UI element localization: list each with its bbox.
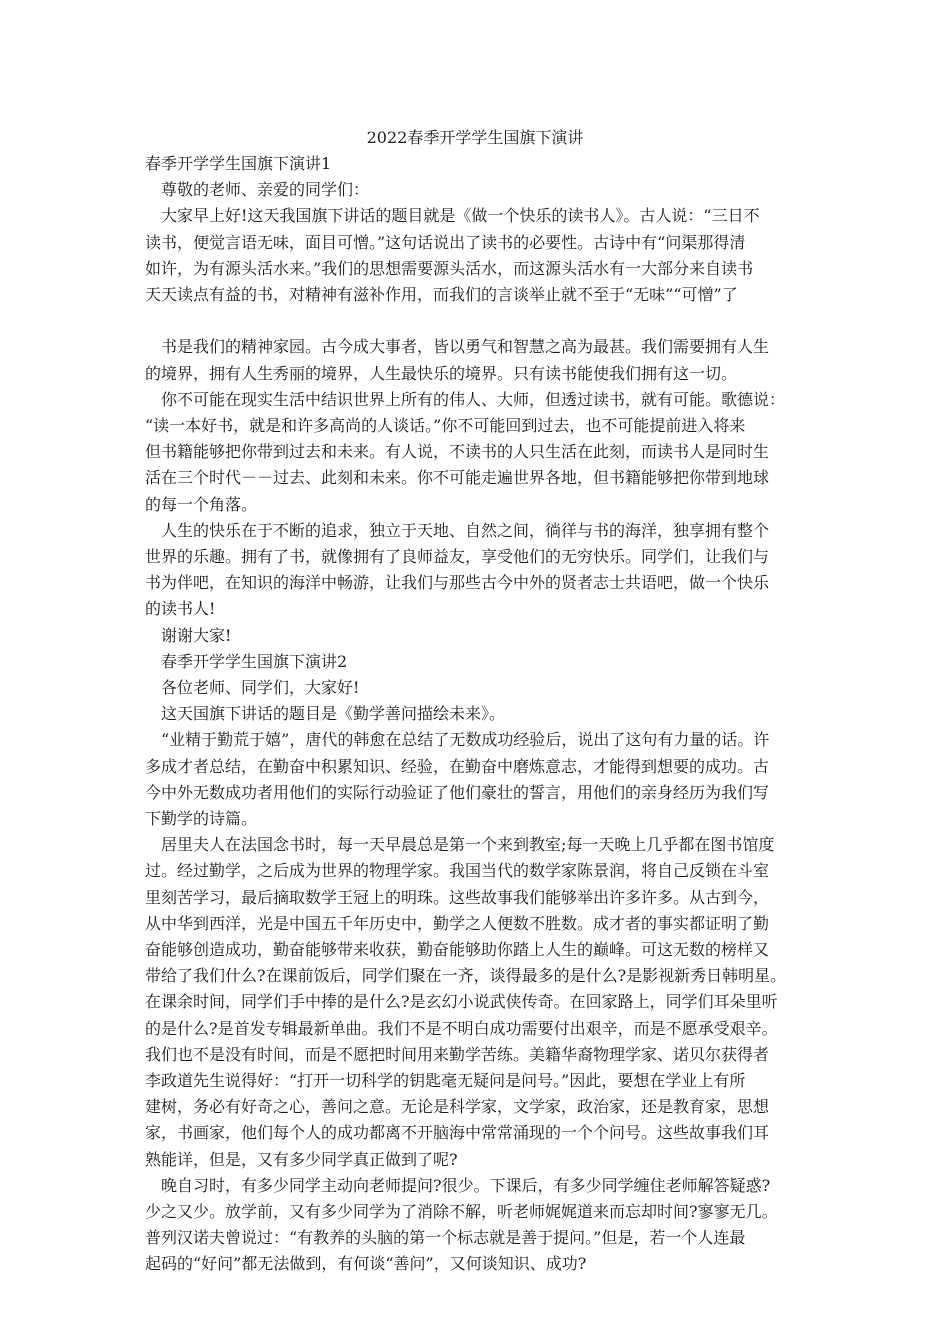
paragraph-line: 建树，务必有好奇之心，善问之意。无论是科学家，文学家，政治家，还是教育家，思想 xyxy=(145,1097,770,1117)
paragraph-line: 书是我们的精神家园。古今成大事者，皆以勇气和智慧之高为最甚。我们需要拥有人生 xyxy=(145,337,770,357)
paragraph-line: 从中华到西洋，光是中国五千年历史中，勤学之人便数不胜数。成才者的事实都证明了勤 xyxy=(145,913,770,933)
paragraph-line: 奋能够创造成功，勤奋能够带来收获，勤奋能够助你踏上人生的巅峰。可这无数的榜样又 xyxy=(145,940,770,959)
paragraph-line: 今中外无数成功者用他们的实际行动验证了他们豪壮的誓言，用他们的亲身经历为我们写 xyxy=(145,782,770,802)
paragraph-line: 尊敬的老师、亲爱的同学们： xyxy=(145,180,370,200)
paragraph-line: 在课余时间，同学们手中捧的是什么?是玄幻小说武侠传奇。在回家路上，同学们耳朵里听 xyxy=(145,992,778,1012)
paragraph-line: 大家早上好!这天我国旗下讲话的题目就是《做一个快乐的读书人》。古人说：“三日不 xyxy=(145,206,760,226)
paragraph-line: “业精于勤荒于嬉”，唐代的韩愈在总结了无数成功经验后，说出了这句有力量的话。许 xyxy=(145,730,770,750)
paragraph-line: 多成才者总结，在勤奋中积累知识、经验，在勤奋中磨炼意志，才能得到想要的成功。古 xyxy=(145,756,770,776)
paragraph-line: 世界的乐趣。拥有了书，就像拥有了良师益友，享受他们的无穷快乐。同学们，让我们与 xyxy=(145,547,770,566)
paragraph-line: 普列汉诺夫曾说过：“有教养的头脑的第一个标志就是善于提问。”但是，若一个人连最 xyxy=(145,1228,746,1248)
document-title: 2022春季开学学生国旗下演讲 xyxy=(366,128,584,147)
paragraph-line: 你不可能在现实生活中结识世界上所有的伟人、大师，但透过读书，就有可能。歌德说： xyxy=(145,389,786,409)
paragraph-line: 我们也不是没有时间，而是不愿把时间用来勤学苦练。美籍华裔物理学家、诺贝尔获得者 xyxy=(145,1044,770,1064)
paragraph-line: 读书，便觉言语无味，面目可憎。”这句话说出了读书的必要性。古诗中有“问渠那得清 xyxy=(145,232,746,252)
paragraph-line: 过。经过勤学，之后成为世界的物理学家。我国当代的数学家陈景润，将自己反锁在斗室 xyxy=(145,861,770,881)
paragraph-line: 的读书人! xyxy=(145,599,216,619)
paragraph-line: 春季开学学生国旗下演讲1 xyxy=(145,154,332,173)
paragraph-line: 谢谢大家! xyxy=(145,625,232,645)
paragraph-line: 书为伴吧，在知识的海洋中畅游，让我们与那些古今中外的贤者志士共语吧，做一个快乐 xyxy=(145,573,770,593)
paragraph-line: 熟能详，但是，又有多少同学真正做到了呢? xyxy=(145,1149,458,1169)
paragraph-line: 起码的“好问”都无法做到，有何谈“善问”，又何谈知识、成功? xyxy=(145,1254,587,1274)
paragraph-line: 活在三个时代－－过去、此刻和未来。你不可能走遍世界各地，但书籍能够把你带到地球 xyxy=(145,468,770,488)
paragraph-line: 人生的快乐在于不断的追求，独立于天地、自然之间，徜徉与书的海洋，独享拥有整个 xyxy=(145,520,770,540)
paragraph-line: 的是什么?是首发专辑最新单曲。我们不是不明白成功需要付出艰辛，而是不愿承受艰辛。 xyxy=(145,1018,778,1038)
paragraph-line: 下勤学的诗篇。 xyxy=(145,809,258,828)
paragraph-line: 这天国旗下讲话的题目是《勤学善问描绘未来》。 xyxy=(145,704,506,724)
paragraph-line: “读一本好书，就是和许多高尚的人谈话。”你不可能回到过去，也不可能提前进入将来 xyxy=(145,416,746,435)
paragraph-line: 如许，为有源头活水来。”我们的思想需要源头活水，而这源头活水有一大部分来自读书 xyxy=(145,258,754,278)
paragraph-line: 带给了我们什么?在课前饭后，同学们聚在一齐，谈得最多的是什么?是影视新秀日韩明星。 xyxy=(145,966,787,986)
paragraph-line: 春季开学学生国旗下演讲2 xyxy=(145,651,348,671)
paragraph-line: 李政道先生说得好：“打开一切科学的钥匙毫无疑问是问号。”因此，要想在学业上有所 xyxy=(145,1071,746,1090)
paragraph-line: 但书籍能够把你带到过去和未来。有人说，不读书的人只生活在此刻，而读书人是同时生 xyxy=(145,442,770,462)
paragraph-line: 的每一个角落。 xyxy=(145,494,258,514)
paragraph-line: 里刻苦学习，最后摘取数学王冠上的明珠。这些故事我们能够举出许多许多。从古到今， xyxy=(145,887,770,907)
paragraph-line: 居里夫人在法国念书时，每一天早晨总是第一个来到教室;每一天晚上几乎都在图书馆度 xyxy=(145,835,775,855)
paragraph-line: 各位老师、同学们，大家好! xyxy=(145,678,360,697)
paragraph-line: 天天读点有益的书，对精神有滋补作用，而我们的言谈举止就不至于“无味”“可憎”了 xyxy=(145,285,738,304)
paragraph-line: 的境界，拥有人生秀丽的境界，人生最快乐的境界。只有读书能使我们拥有这一切。 xyxy=(145,363,738,383)
paragraph-line: 少之又少。放学前，又有多少同学为了消除不解，听老师娓娓道来而忘却时间?寥寥无几。 xyxy=(145,1202,778,1221)
paragraph-line: 晚自习时，有多少同学主动向老师提问?很少。下课后，有多少同学缠住老师解答疑惑? xyxy=(145,1175,771,1195)
paragraph-line: 家，书画家，他们每个人的成功都离不开脑海中常常涌现的一个个问号。这些故事我们耳 xyxy=(145,1123,770,1143)
